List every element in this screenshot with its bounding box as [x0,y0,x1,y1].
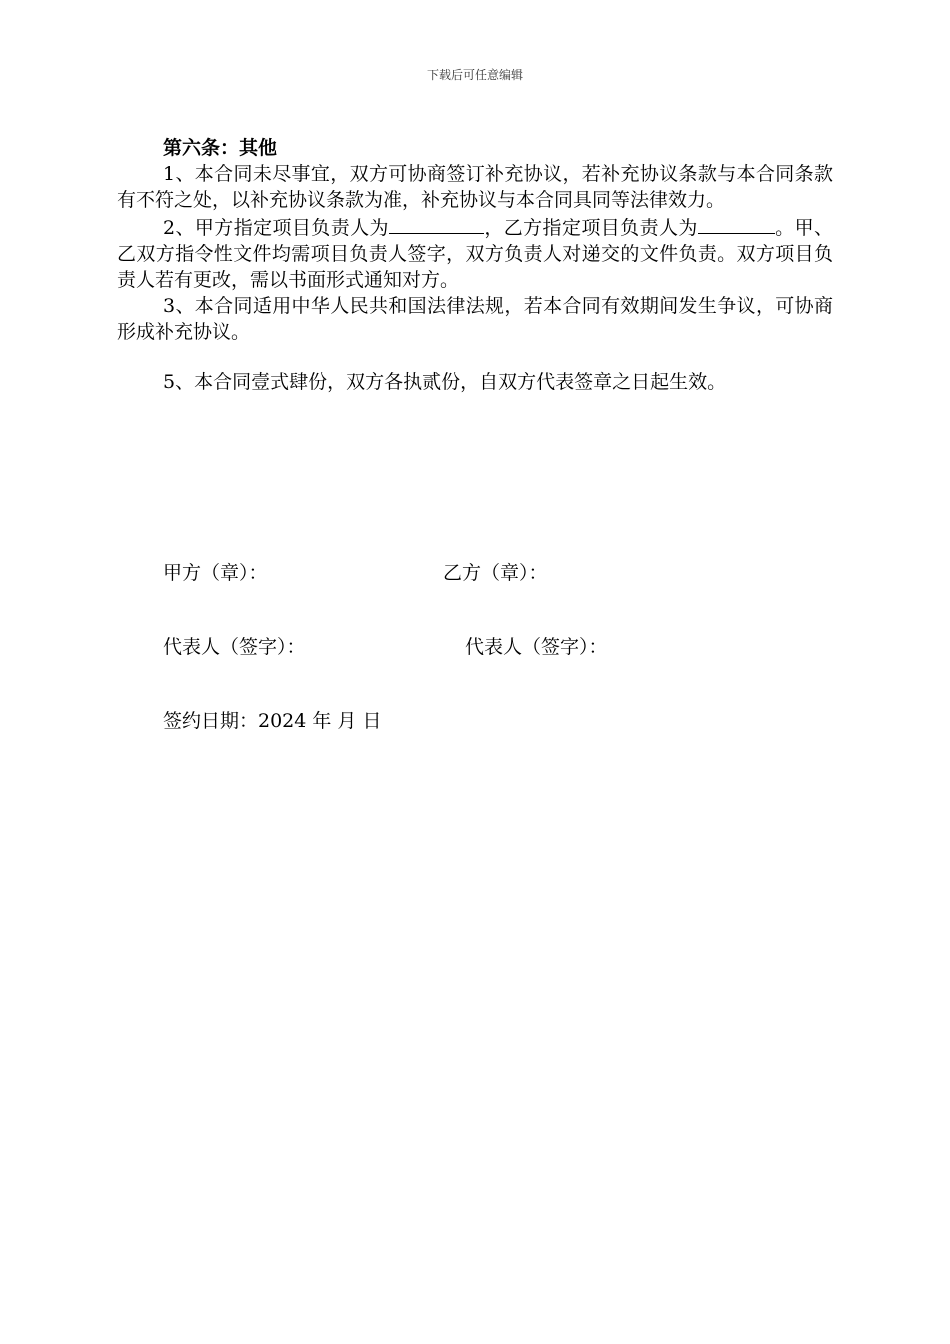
clause-2-part-1: 2、甲方指定项目负责人为 [163,217,389,239]
contract-article [117,135,833,395]
clause-3: 3、本合同适用中华人民共和国法律法规，若本合同有效期间发生争议，可协商形成补充协议。 [117,295,833,343]
clause-5: 5、本合同壹式肆份，双方各执贰份，自双方代表签章之日起生效。 [163,371,727,393]
party-a-manager-blank [389,213,484,234]
clause-1: 1、本合同未尽事宜，双方可协商签订补充协议，若补充协议条款与本合同条款有不符之处，以补充协议条款为准，补充协议与本合同具同等法律效力。 [117,163,833,211]
party-a-representative-label: 代表人（签字）： [163,636,306,658]
party-a-seal-label: 甲方（章）： [163,562,268,584]
article-heading: 第六条：其他 [163,137,278,159]
clause-2 [117,213,833,293]
clause-2-part-2: ，乙方指定项目负责人为 [483,217,698,239]
clause-2-part-3: 。甲、乙双方指令性文件均需项目负责人签字，双方负责人对递交的文件负责。双方项目负责人若有更改，需以书面形式通知对方。 [117,217,833,291]
party-b-manager-blank [698,213,753,234]
page-header-note: 下载后可任意编辑 [426,68,523,82]
signing-date: 签约日期：2024 年 月 日 [163,710,382,732]
party-b-representative-label: 代表人（签字）： [465,636,608,658]
party-b-manager-blank-cont [753,213,775,234]
party-b-seal-label: 乙方（章）： [443,562,548,584]
paragraph-gap [117,345,833,369]
